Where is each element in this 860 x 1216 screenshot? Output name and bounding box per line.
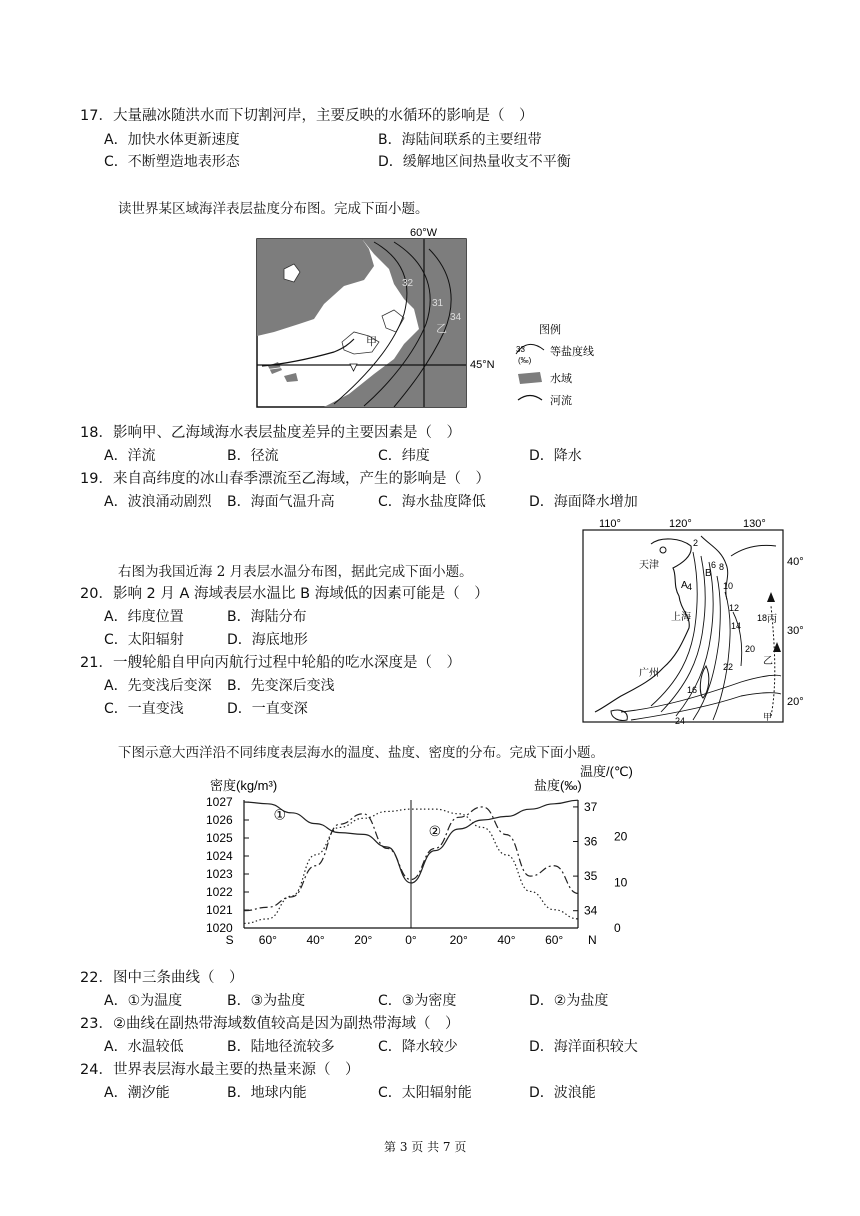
map2-lon-130: 130° [743,518,766,530]
map2-lat-20: 20° [787,696,804,708]
legend-water: 水域 [550,373,572,385]
isotherm-10: 10 [723,581,734,591]
q21-option-a[interactable]: A．先变浅后变深 [104,678,212,694]
legend-sample-unit: (‰) [518,356,532,365]
temperature-axis-label: 温度/(℃) [580,764,633,779]
q19-option-c[interactable]: C．海水盐度降低 [378,494,486,510]
intro-sea-temp: 右图为我国近海 2 月表层水温分布图，据此完成下面小题。 [118,564,473,580]
q20-option-c[interactable]: C．太阳辐射 [104,632,184,648]
q22-option-a[interactable]: A．①为温度 [104,993,183,1009]
city-tianjin: 天津 [639,560,659,571]
isotherm-14: 14 [731,621,742,631]
sea-temperature-map [581,516,821,726]
isotherm-12: 12 [729,603,740,613]
salinity-tick-label: 34 [584,903,598,918]
x-tick-label: 60° [545,933,564,947]
density-tick-label: 1021 [206,903,233,917]
q22-option-b[interactable]: B．③为盐度 [227,993,306,1009]
q24-option-b[interactable]: B．地球内能 [227,1085,307,1101]
salinity-tick-label: 37 [584,799,598,814]
legend-isoline: 等盐度线 [550,346,594,358]
question-17-stem: 17．大量融冰随洪水而下切割河岸，主要反映的水循环的影响是（ ） [80,108,534,124]
legend-river: 河流 [550,395,572,407]
city-shanghai: 上海 [671,612,691,623]
q20-option-d[interactable]: D．海底地形 [227,632,308,648]
salinity-axis-label: 盐度(‰) [534,778,582,793]
question-19-stem: 19．来自高纬度的冰山春季漂流至乙海域，产生的影响是（ ） [80,471,490,487]
x-tick-label: S [225,933,234,947]
q18-option-a[interactable]: A．洋流 [104,448,156,464]
point-jia: 甲 [763,712,773,722]
question-18-stem: 18．影响甲、乙海域海水表层盐度差异的主要因素是（ ） [80,425,461,441]
point-bing: 丙 [767,614,777,625]
legend-river-swatch [518,396,542,401]
q17-option-d[interactable]: D．缓解地区间热量收支不平衡 [378,154,571,170]
q24-option-c[interactable]: C．太阳辐射能 [378,1085,472,1101]
q23-option-a[interactable]: A．水温较低 [104,1039,184,1055]
point-b: B [705,568,712,579]
x-tick-label: 20° [449,933,468,947]
q19-option-a[interactable]: A．波浪涌动剧烈 [104,494,212,510]
q18-option-c[interactable]: C．纬度 [378,448,430,464]
temperature-tick-label: 20 [614,829,628,844]
q17-option-a[interactable]: A．加快水体更新速度 [104,132,240,148]
question-23-stem: 23．②曲线在副热带海域数值较高是因为副热带海域（ ） [80,1016,460,1032]
q24-option-a[interactable]: A．潮汐能 [104,1085,170,1101]
density-tick-label: 1027 [206,795,233,809]
isoline-label-32: 32 [402,278,414,289]
question-24-stem: 24．世界表层海水最主要的热量来源（ ） [80,1062,360,1078]
salinity-tick-label: 36 [584,834,598,849]
x-tick-label: 20° [354,933,373,947]
page-footer: 第 3 页 共 7 页 [384,1140,467,1154]
density-tick-label: 1023 [206,867,233,881]
isotherm-4: 4 [687,582,693,592]
isotherm-6: 6 [711,560,717,570]
q17-option-c[interactable]: C．不断塑造地表形态 [104,154,240,170]
isoline-label-31: 31 [432,298,444,309]
intro-atlantic-chart: 下图示意大西洋沿不同纬度表层海水的温度、盐度、密度的分布。完成下面小题。 [118,745,604,761]
atlantic-chart [200,762,660,954]
q20-option-b[interactable]: B．海陆分布 [227,609,307,625]
question-20-stem: 20．影响 2 月 A 海域表层水温比 B 海域低的因素可能是（ ） [80,586,489,602]
x-tick-label: 0° [405,933,417,947]
isotherm-18: 18 [757,613,768,623]
intro-salinity-map: 读世界某区域海洋表层盐度分布图。完成下面小题。 [118,201,429,217]
question-21-stem: 21．一艘轮船自甲向丙航行过程中轮船的吃水深度是（ ） [80,655,461,671]
salinity-map [254,224,614,414]
isoline-label-34: 34 [450,312,462,323]
map2-lon-110: 110° [599,518,621,530]
series-label-1: ① [273,806,287,823]
q22-option-c[interactable]: C．③为密度 [378,993,457,1009]
map2-lat-30: 30° [787,625,804,637]
density-tick-label: 1025 [206,831,233,845]
density-tick-label: 1022 [206,885,233,899]
map2-lon-120: 120° [669,518,692,530]
q21-option-b[interactable]: B．先变深后变浅 [227,678,335,694]
series-label-2: ② [428,823,442,840]
q19-option-b[interactable]: B．海面气温升高 [227,494,335,510]
q23-option-c[interactable]: C．降水较少 [378,1039,458,1055]
x-tick-label: N [587,933,597,947]
city-guangzhou: 广州 [639,668,659,679]
place-jia: 甲 [366,336,377,348]
salinity-tick-label: 35 [584,869,598,884]
q18-option-b[interactable]: B．径流 [227,448,279,464]
map1-lat-label: 45°N [470,359,495,371]
isotherm-22: 22 [723,662,734,672]
place-yi: 乙 [436,323,447,335]
q17-option-b[interactable]: B．海陆间联系的主要纽带 [378,132,542,148]
q22-option-d[interactable]: D．②为盐度 [529,993,609,1009]
density-tick-label: 1020 [206,921,233,935]
legend-sample-value: 33 [516,345,525,354]
q23-option-b[interactable]: B．陆地径流较多 [227,1039,335,1055]
isotherm-20: 20 [745,644,756,654]
temperature-tick-label: 10 [614,875,628,890]
legend-title: 图例 [539,324,561,336]
isotherm-24: 24 [675,716,686,726]
q21-option-d[interactable]: D．一直变深 [227,701,308,717]
isotherm-8: 8 [719,562,725,572]
x-tick-label: 40° [497,933,516,947]
density-axis-label: 密度(kg/m³) [210,778,278,793]
map1-lon-label: 60°W [410,227,438,239]
isotherm-16: 16 [687,685,698,695]
x-tick-label: 40° [306,933,325,947]
temperature-tick-label: 0 [614,921,621,935]
question-22-stem: 22．图中三条曲线（ ） [80,970,244,986]
q24-option-d[interactable]: D．波浪能 [529,1085,596,1101]
isotherm-2: 2 [693,538,699,548]
q21-option-c[interactable]: C．一直变浅 [104,701,184,717]
density-tick-label: 1024 [206,849,233,863]
q19-option-d[interactable]: D．海面降水增加 [529,494,638,510]
map2-lat-40: 40° [787,556,804,568]
x-tick-label: 60° [258,933,277,947]
q18-option-d[interactable]: D．降水 [529,448,582,464]
q23-option-d[interactable]: D．海洋面积较大 [529,1039,638,1055]
point-a: A [681,580,688,591]
legend-water-swatch [518,372,542,384]
density-tick-label: 1026 [206,813,233,827]
q20-option-a[interactable]: A．纬度位置 [104,609,184,625]
point-yi: 乙 [763,656,773,667]
